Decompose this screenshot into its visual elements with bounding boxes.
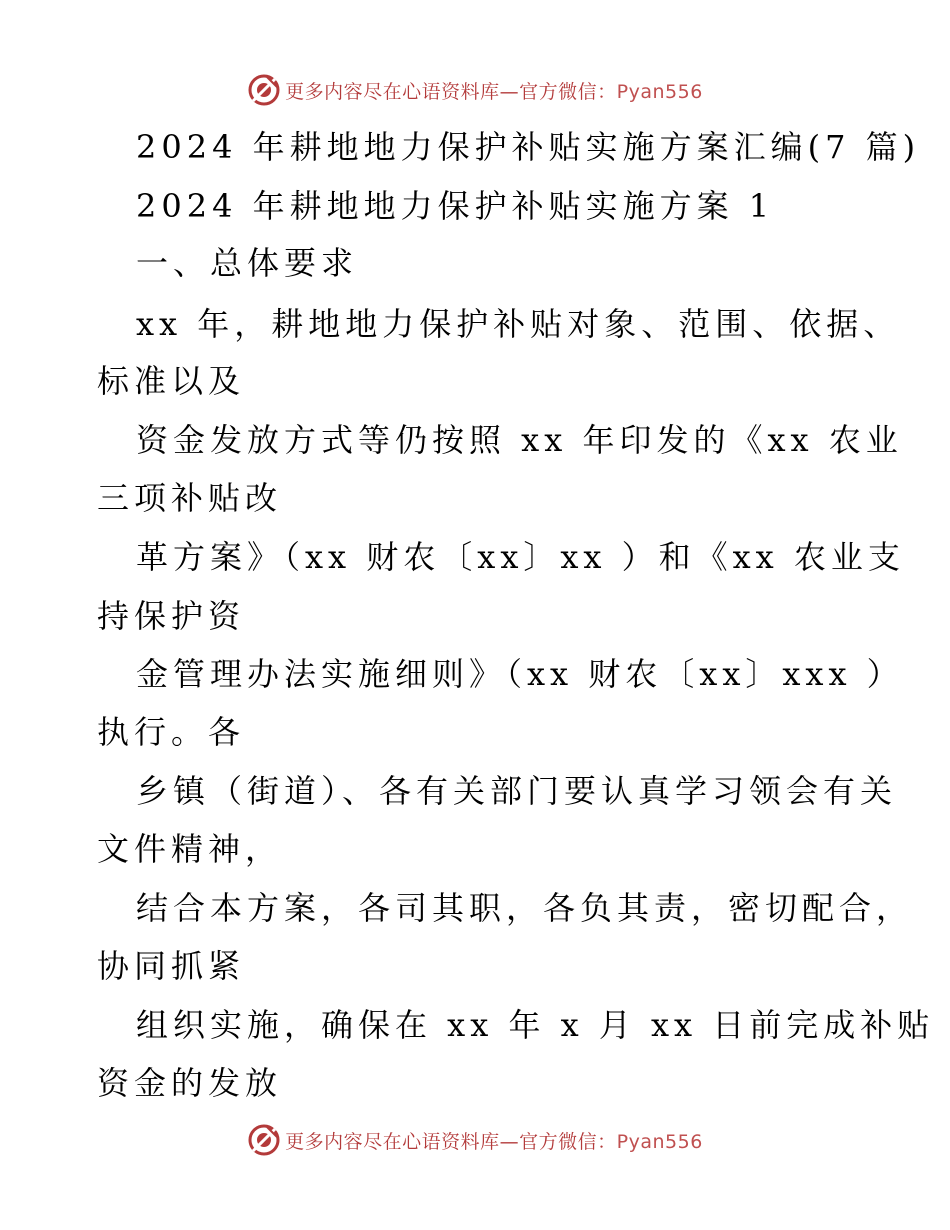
watermark-text <box>285 1127 703 1154</box>
paragraph-line: 资金发放方式等仍按照 xx 年印发的《xx 农业 <box>136 421 903 459</box>
watermark-wechat-id: Pyan556 <box>616 80 703 103</box>
paragraph-line: xx 年，耕地地力保护补贴对象、范围、依据、 <box>136 305 901 343</box>
document-title: 2024 年耕地地力保护补贴实施方案汇编(7 篇) <box>136 128 921 166</box>
paragraph-line: 组织实施，确保在 xx 年 x 月 xx 日前完成补贴 <box>136 1006 935 1044</box>
paragraph-line: 金管理办法实施细则》（xx 财农〔xx〕xxx ） <box>136 655 904 693</box>
watermark-slogan: 更多内容尽在心语资料库—官方微信： <box>285 80 617 103</box>
paragraph-line: 资金的发放 <box>97 1064 283 1102</box>
watermark-wechat-id: Pyan556 <box>616 1130 703 1153</box>
paragraph-line: 协同抓紧 <box>97 947 246 985</box>
section-title: 2024 年耕地地力保护补贴实施方案 1 <box>136 187 775 225</box>
watermark-slogan: 更多内容尽在心语资料库—官方微信： <box>285 1130 617 1153</box>
brand-logo-icon <box>247 1123 281 1157</box>
paragraph-line: 持保护资 <box>97 597 246 635</box>
footer-watermark <box>0 1120 950 1160</box>
paragraph-line: 乡镇（街道）、各有关部门要认真学习领会有关 <box>136 772 898 810</box>
paragraph-line: 文件精神， <box>97 830 283 868</box>
paragraph-line: 三项补贴改 <box>97 479 283 517</box>
paragraph-line: 执行。各 <box>97 713 246 751</box>
paragraph-line: 革方案》（xx 财农〔xx〕xx ）和《xx 农业支 <box>136 538 905 576</box>
paragraph-line: 标准以及 <box>97 362 246 400</box>
paragraph-line: 结合本方案，各司其职，各负其责，密切配合， <box>136 889 914 927</box>
section-heading: 一、总体要求 <box>136 244 359 282</box>
